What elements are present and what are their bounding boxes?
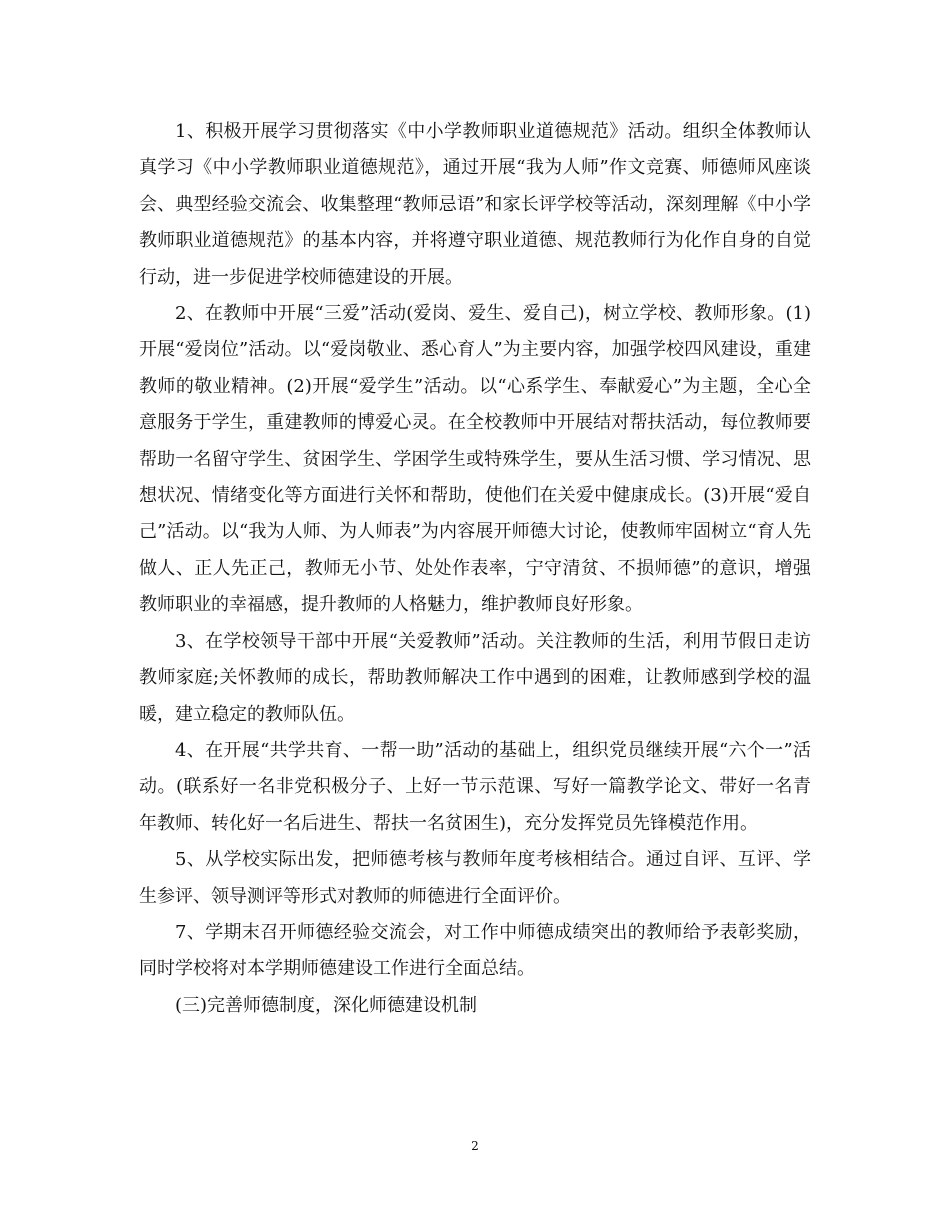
paragraph-2: 2、在教师中开展“三爱”活动(爱岗、爱生、爱自己)，树立学校、教师形象。(1)开展“爱岗位”活动。以“爱岗敬业、悉心育人”为主要内容，加强学校四风建设，重建教师的敬业精神。(2)开展“爱学生”活动。以“心系学生、奉献爱心”为主题，全心全意服务于学生，重建教师的博爱心灵。在全校教师中开展结对帮扶活动，每位教师要帮助一名留守学生、贫困学生、学困学生或特殊学生，要从生活习惯、学习情况、思想状况、情绪变化等方面进行关怀和帮助，使他们在关爱中健康成长。(3)开展“爱自己”活动。以“我为人师、为人师表”为内容展开师德大讨论，使教师牢固树立“育人先做人、正人先正己，教师无小节、处处作表率，宁守清贫、不损师德”的意识，增强教师职业的幸福感，提升教师的人格魅力，维护教师良好形象。: [139, 303, 811, 616]
page-number: 2: [471, 1139, 479, 1153]
paragraph-1: 1、积极开展学习贯彻落实《中小学教师职业道德规范》活动。组织全体教师认真学习《中小学教师职业道德规范》，通过开展“我为人师”作文竞赛、师德师风座谈会、典型经验交流会、收集整理“教师忌语”和家长评学校等活动，深刻理解《中小学教师职业道德规范》的基本内容，并将遵守职业道德、规范教师行为化作自身的自觉行动，进一步促进学校师德建设的开展。: [139, 121, 811, 288]
section-heading: (三)完善师德制度，深化师德建设机制: [175, 994, 478, 1016]
paragraph-4: 4、在开展“共学共育、一帮一助”活动的基础上，组织党员继续开展“六个一”活动。(联系好一名非党积极分子、上好一节示范课、写好一篇教学论文、带好一名青年教师、转化好一名后进生、帮扶一名贫困生)，充分发挥党员先锋模范作用。: [139, 739, 811, 834]
paragraph-7: 7、学期末召开师德经验交流会，对工作中师德成绩突出的教师给予表彰奖励，同时学校将对本学期师德建设工作进行全面总结。: [139, 921, 811, 980]
paragraph-3: 3、在学校领导干部中开展“关爱教师”活动。关注教师的生活，利用节假日走访教师家庭;关怀教师的成长，帮助教师解决工作中遇到的困难，让教师感到学校的温暖，建立稳定的教师队伍。: [139, 630, 811, 725]
paragraph-5: 5、从学校实际出发，把师德考核与教师年度考核相结合。通过自评、互评、学生参评、领导测评等形式对教师的师德进行全面评价。: [139, 849, 811, 907]
document-body: [139, 114, 811, 1024]
